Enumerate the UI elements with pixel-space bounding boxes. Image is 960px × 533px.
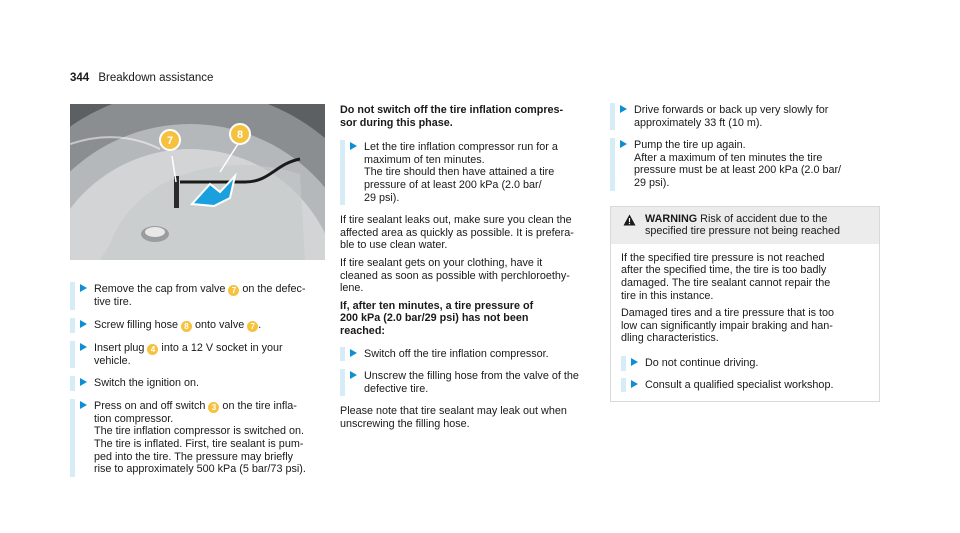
- tire-photo: [70, 104, 325, 260]
- arrow-icon: [350, 142, 357, 150]
- column-1: [70, 104, 325, 486]
- arrow-icon: [350, 349, 357, 357]
- pressure-not-reached-heading: If, after ten minutes, a tire pressure of 200 kPa (2.0 bar/29 psi) has not been reached:: [340, 299, 534, 337]
- clothing-paragraph: If tire sealant gets on your clothing, have it cleaned as soon as possible with perchloroethy- lene.: [340, 256, 570, 295]
- warning-box: [610, 206, 880, 403]
- arrow-icon: [80, 284, 87, 292]
- callout-badge: 7: [247, 321, 258, 332]
- step-switch-off: Switch off the tire inflation compressor.: [340, 348, 600, 361]
- warning-paragraph-1: If the specified tire pressure is not reached after the specified time, the tire is too badly damaged. The tire sealant cannot repair the tire in this instance.: [621, 251, 831, 302]
- sealant-leak-paragraph: If tire sealant leaks out, make sure you clean the affected area as quickly as possible. It is prefera- ble to use clean water.: [340, 214, 574, 252]
- callout-7: 7: [166, 135, 174, 147]
- step-ignition-on: Switch the ignition on.: [70, 377, 325, 390]
- step-let-run: Let the tire inflation compressor run for a maximum of ten minutes. The tire should then have attained a tire pressure of at least 200 kPa (2.0 bar/ 29 psi).: [340, 141, 600, 204]
- arrow-icon: [350, 371, 357, 379]
- step-unscrew-hose: Unscrew the filling hose from the valve of the defective tire.: [340, 370, 600, 395]
- arrow-icon: [620, 105, 627, 113]
- arrow-icon: [631, 358, 638, 366]
- callout-badge: 7: [228, 285, 239, 296]
- arrow-icon: [80, 378, 87, 386]
- step-screw-hose: Screw filling hose 8 onto valve 7 .: [70, 319, 325, 332]
- arrow-icon: [80, 401, 87, 409]
- caution-heading: Do not switch off the tire inflation compres- sor during this phase.: [340, 104, 564, 129]
- warning-label: WARNING: [645, 212, 698, 225]
- callout-badge: 4: [147, 344, 158, 355]
- step-drive-slowly: Drive forwards or back up very slowly for approximately 33 ft (10 m).: [610, 104, 880, 129]
- page-header: [70, 72, 213, 84]
- tire-illustration: [70, 104, 325, 260]
- step-do-not-drive: Do not continue driving.: [621, 357, 869, 370]
- callout-badge: 8: [181, 321, 192, 332]
- callout-badge: 3: [208, 402, 219, 413]
- arrow-icon: [620, 140, 627, 148]
- arrow-icon: [80, 343, 87, 351]
- arrow-icon: [80, 320, 87, 328]
- section-title: Breakdown assistance: [98, 72, 214, 84]
- step-consult-workshop: Consult a qualified specialist workshop.: [621, 379, 869, 392]
- column-2: [340, 104, 600, 435]
- note-paragraph: Please note that tire sealant may leak out when unscrewing the filling hose.: [340, 405, 567, 430]
- column-3: [610, 104, 880, 402]
- step-press-switch: Press on and off switch 3 on the tire infla- tion compressor. The tire inflation compressor is switched on. The tire is inflated. First, tire sealant is pum- ped into the tire. The pressure may briefly rise to approximately 500 kPa (5 bar/73 psi).: [70, 400, 325, 476]
- step-pump-again: Pump the tire up again. After a maximum of ten minutes the tire pressure must be at least 200 kPa (2.0 bar/ 29 psi).: [610, 139, 880, 189]
- warning-triangle-icon: [623, 214, 636, 226]
- step-insert-plug: Insert plug 4 into a 12 V socket in your vehicle.: [70, 342, 325, 368]
- warning-paragraph-2: Damaged tires and a tire pressure that is too low can significantly impair braking and han- dling characteristics.: [621, 307, 835, 345]
- step-remove-cap: Remove the cap from valve 7 on the defec- tive tire.: [70, 283, 325, 309]
- warning-header: WARNING Risk of accident due to the specified tire pressure not being reached: [611, 207, 879, 244]
- page-number: 344: [70, 72, 90, 84]
- callout-8: 8: [236, 129, 244, 141]
- arrow-icon: [631, 380, 638, 388]
